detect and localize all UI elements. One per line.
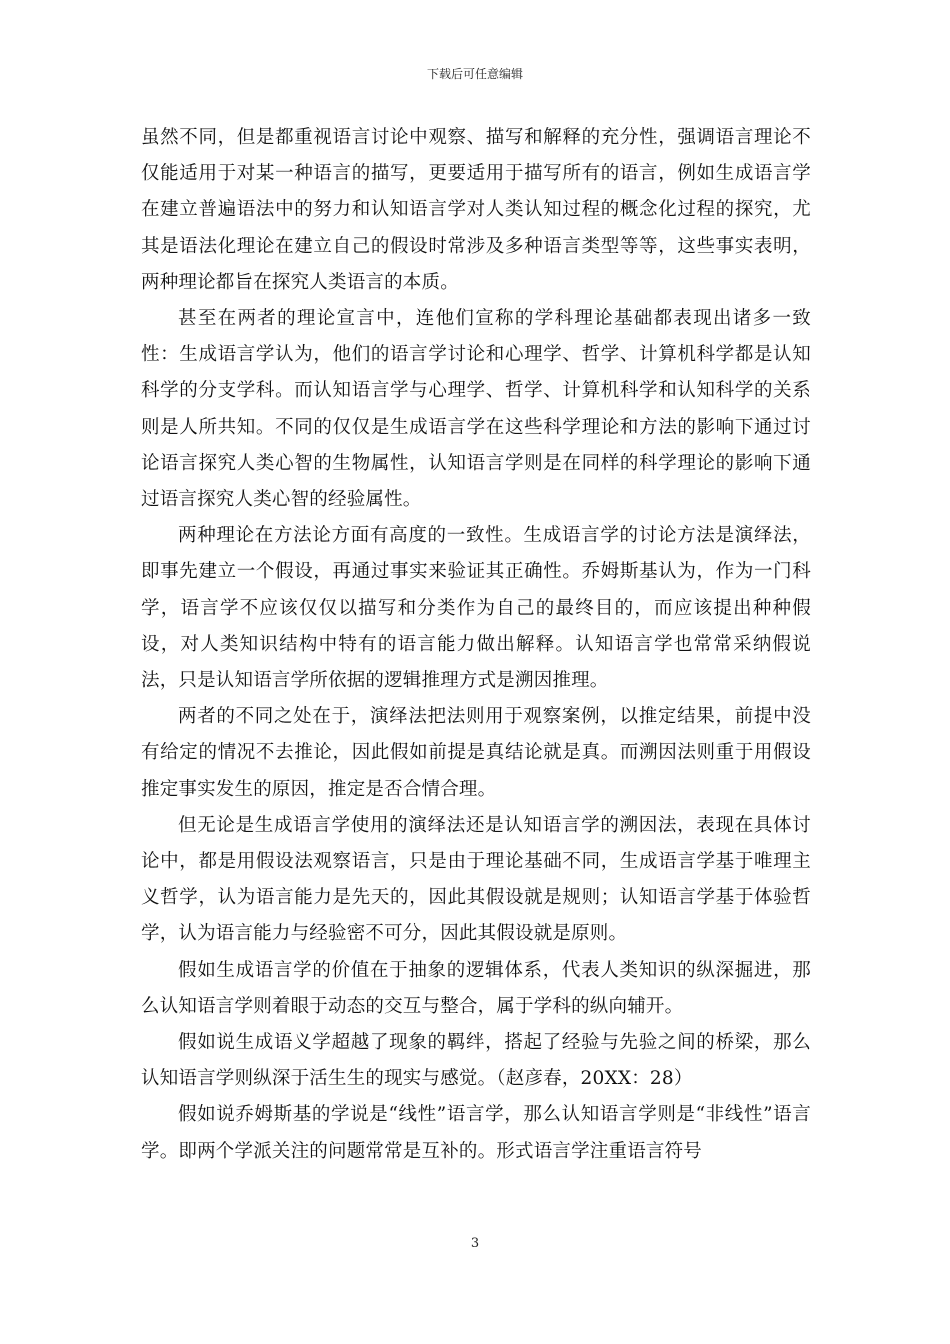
paragraph: 假如说乔姆斯基的学说是“线性”语言学，那么认知语言学则是“非线性”语言学。即两个学派关注的问题常常是互补的。形式语言学注重语言符号 xyxy=(141,1104,811,1162)
paragraph: 假如说生成语义学超越了现象的羁绊，搭起了经验与先验之间的桥梁，那么认知语言学则纵深于活生生的现实与感觉。（赵彦春，20XX：28） xyxy=(141,1032,811,1090)
paragraph: 甚至在两者的理论宣言中，连他们宣称的学科理论基础都表现出诸多一致性：生成语言学认为，他们的语言学讨论和心理学、哲学、计算机科学都是认知科学的分支学科。而认知语言学与心理学、哲学、计算机科学和认知科学的关系则是人所共知。不同的仅仅是生成语言学在这些科学理论和方法的影响下通过讨论语言探究人类心智的生物属性，认知语言学则是在同样的科学理论的影响下通过语言探究人类心智的经验属性。 xyxy=(141,308,811,511)
paragraph: 两者的不同之处在于，演绎法把法则用于观察案例，以推定结果，前提中没有给定的情况不去推论，因此假如前提是真结论就是真。而溯因法则重于用假设推定事实发生的原因，推定是否合情合理。 xyxy=(141,706,811,800)
paragraph: 虽然不同，但是都重视语言讨论中观察、描写和解释的充分性，强调语言理论不仅能适用于对某一种语言的描写，更要适用于描写所有的语言，例如生成语言学在建立普遍语法中的努力和认知语言学对人类认知过程的概念化过程的探究，尤其是语法化理论在建立自己的假设时常涉及多种语言类型等等，这些事实表明，两种理论都旨在探究人类语言的本质。 xyxy=(141,127,811,293)
paragraph: 但无论是生成语言学使用的演绎法还是认知语言学的溯因法，表现在具体讨论中，都是用假设法观察语言，只是由于理论基础不同，生成语言学基于唯理主义哲学，认为语言能力是先天的，因此其假设就是规则；认知语言学基于体验哲学，认为语言能力与经验密不可分，因此其假设就是原则。 xyxy=(141,814,811,945)
paragraph: 两种理论在方法论方面有高度的一致性。生成语言学的讨论方法是演绎法，即事先建立一个假设，再通过事实来验证其正确性。乔姆斯基认为，作为一门科学，语言学不应该仅仅以描写和分类作为自己的最终目的，而应该提出种种假设，对人类知识结构中特有的语言能力做出解释。认知语言学也常常采纳假说法，只是认知语言学所依据的逻辑推理方式是溯因推理。 xyxy=(141,525,811,692)
document-body xyxy=(141,120,811,1170)
paragraph: 假如生成语言学的价值在于抽象的逻辑体系，代表人类知识的纵深掘进，那么认知语言学则着眼于动态的交互与整合，属于学科的纵向辅开。 xyxy=(141,959,811,1017)
page-header: 下载后可任意编辑 xyxy=(426,67,523,81)
page-number: 3 xyxy=(470,1236,480,1251)
